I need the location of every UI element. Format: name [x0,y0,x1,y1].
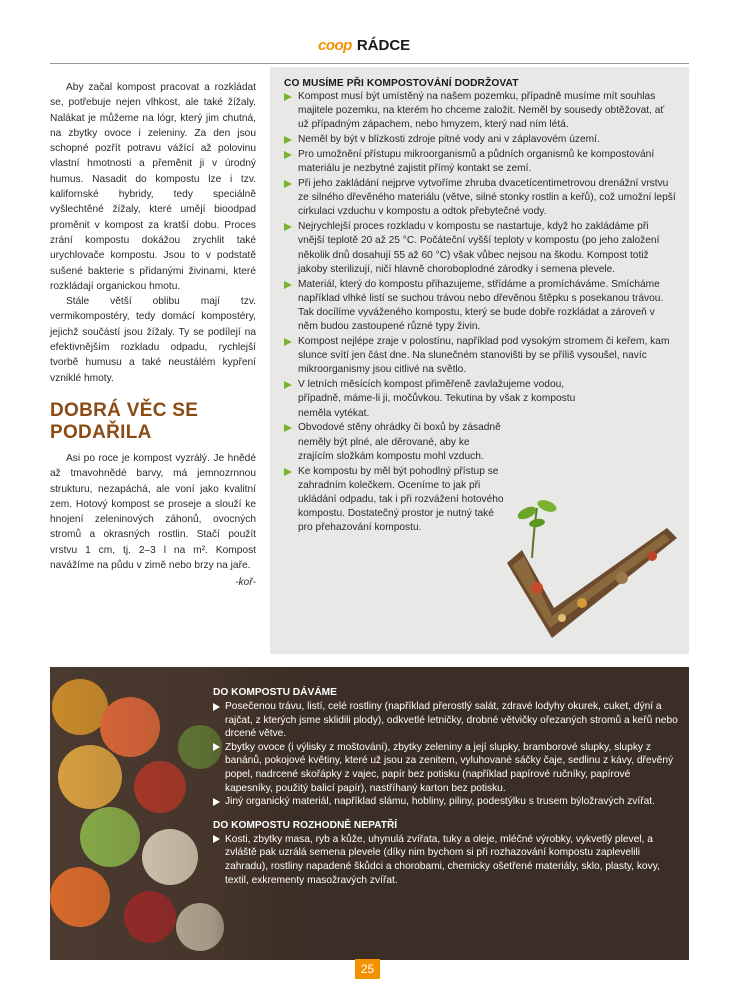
bullet-arrow-icon [284,338,292,346]
bullet-arrow-icon [284,223,292,231]
allowed-item-text: Zbytky ovoce (i výlisky z moštování), zbytky zeleniny a její slupky, bramborové slupky, slupky z banánů, pokojové květiny, které už jsou za zenitem, vyluhované sáčky čaje, sedlinu z kávy, dřevěný popel, nadrcené skořápky z vajec, papír bez potisku (například papírové ručníky, papírové kapesníky, použitý balicí papír), nastříhaný karton bez potisku. [225,741,674,794]
bullet-arrow-icon [213,703,220,711]
rule-item [284,278,677,335]
rule-text: Materiál, který do kompostu přihazujeme, střídáme a promícháváme. Smícháme například vlhké listí se suchou trávou nebo dřevěnou štěpku s posekanou trávou. Tak docílíme vyváženého kompostu, který se bude dobře rozkládat a zároveň v něm budou zastoupené různé typy živin. [298,278,664,333]
rule-item [284,335,677,378]
section-label: RÁDCE [356,37,411,54]
bullet-arrow-icon [213,835,220,843]
compost-checkmark-illustration [492,488,688,648]
compost-guide-text [213,687,681,887]
bullet-arrow-icon [284,468,292,476]
body-paragraph: Aby začal kompost pracovat a rozkládat se, potřebuje nejen vlhkost, ale také žížaly. Nalákat je můžeme na lógr, který jim chutná, na zbytky ovoce i zeleniny. Za den jsou schopné pozřít potravu vážící až polovinu vlastní hmotnosti a přeměnit ji v úrodný humus. Nasadit do kompostu lze i tzv. kalifornské hybridy, tedy speciálně vyšlechtěné žížaly, které umějí bioodpad proměnit v kompost za kratší dobu. Proces zrání kompostu dokážou zrychlit také urychlovače kompostu. Jsou to v podstatě sušené bakterie s přidanými živinami, které rozkládají organickou hmotu. [50,82,256,292]
rule-item [284,90,677,133]
body-paragraph: Asi po roce je kompost vyzrálý. Je hnědé až tmavohnědé barvy, má jemnozrnnou strukturu, nezapáchá, ale voní jako kvalitní zem. Hotový kompost se proseje a slouží ke hnojení zeleninových záhonů, ovocných stromů a okrasných rostlin. Stačí použít vrstvu 1 cm, tj. 2–3 l na m². Kompost navážíme na půdu v zimě nebo brzy na jaře. [50,452,256,572]
rule-item [284,378,584,421]
brand [318,37,410,54]
forbidden-items-title: DO KOMPOSTU ROZHODNĚ NEPATŘÍ [213,819,398,831]
bullet-arrow-icon [284,136,292,144]
rule-text: Nejrychlejší proces rozkladu v kompostu se nastartuje, když ho zakládáme při vnější teplotě 20 až 25 °C. Počáteční vyšší teploty v kompostu (po jeho založení několik dnů dosahují 55 až 60 °C) však vůbec nejsou na škodu. Kompost totiž jakoby sterilizují, ničí hlavně choroboplodné zárodky i semena plevele. [298,221,660,275]
allowed-item-text: Jiný organický materiál, například slámu, hobliny, piliny, podestýlku s trusem býložravých zvířat. [225,796,655,808]
rule-text: Při jeho zakládání nejprve vytvoříme zhruba dvacetícentimetrovou drenážní vrstvu ze silného dřevěného materiálu (větve, silné stonky rostlin a keřů), což umožní lepší cirkulaci vzduchu v kompostu a odtok přebytečné vody. [298,178,676,218]
rule-item [284,148,677,176]
rule-text: Ke kompostu by měl být pohodlný přístup se zahradním kolečkem. Oceníme to jak při ukládání odpadu, tak i při rozvážení hotového kompostu. Dostatečný prostor je nutný také pro přehazování kompostu. [298,465,504,534]
rule-item [284,465,504,536]
rule-text: Neměl by být v blízkosti zdroje pitné vody ani v záplavovém území. [298,134,600,146]
compost-guide-panel [50,667,689,960]
bullet-arrow-icon [213,798,220,806]
allowed-item [213,795,681,809]
page-header [0,30,739,64]
author-signature: -koř- [235,577,256,589]
left-column [50,80,256,588]
forbidden-item [213,833,681,887]
rule-item [284,133,677,147]
rule-text: V letních měsících kompost přiměřeně zavlažujeme vodou, případně, máme-li ji, močůvkou. Tekutina by však z kompostu neměla vytékat. [298,379,576,419]
coop-logo: coop [318,37,352,54]
section-heading: DOBRÁ VĚC SE PODAŘILA [50,399,199,443]
bullet-arrow-icon [284,281,292,289]
bullet-arrow-icon [213,743,220,751]
bullet-arrow-icon [284,151,292,159]
header-divider [50,63,689,64]
rule-text: Obvodové stěny ohrádky či boxů by zásadně neměly být plné, ale děrované, aby ke zrajícím složkám kompostu mohl vzduch. [298,422,501,462]
rule-item [284,220,677,277]
bullet-arrow-icon [284,93,292,101]
page-number: 25 [355,959,380,979]
rule-item [284,177,677,220]
rule-text: Kompost nejlépe zraje v polostínu, například pod vysokým stromem či keřem, kam slunce svítí jen část dne. Na slunečném stanovišti by se příliš vysoušel, navíc mikroorganismy jsou citlivé na světlo. [298,336,670,376]
bullet-arrow-icon [284,381,292,389]
bullet-arrow-icon [284,180,292,188]
rule-text: Kompost musí být umístěný na našem pozemku, případně musíme mít souhlas majitele pozemku, na kterém ho chceme založit. Neměl by sousedy obtěžovat, ať už případným zápachem, nebo hmyzem, který nad ním létá. [298,91,665,131]
rules-box-title: CO MUSÍME PŘI KOMPOSTOVÁNÍ DODRŽOVAT [284,78,519,89]
body-paragraph: Stále větší oblibu mají tzv. vermikompostéry, tedy domácí kompostéry, jejichž součástí jsou žížaly. Ty se podílejí na efektivnějším rozkladu odpadu, rychlejší tvorbě humusu a také neustálém kypření vzniklé hmoty. [50,296,256,384]
allowed-item [213,741,681,795]
allowed-item [213,700,681,741]
rule-item [284,421,504,464]
rule-text: Pro umožnění přístupu mikroorganismů a půdních organismů ke kompostování materiálu je nezbytné zajistit přímý kontakt se zemí. [298,149,655,175]
forbidden-item-text: Kosti, zbytky masa, ryb a kůže, uhynulá zvířata, tuky a oleje, mléčné výrobky, vykvetlý plevel, a zvláště pak uzrálá semena plevele (díky nim bychom si při rozhazování kompostu zaplevelili zahradu), rostliny napadené škůdci a chorobami, chemicky ošetřené materiály, sklo, plasty, kovy, textil, exkrementy masožravých zvířat. [225,833,660,886]
allowed-items-title: DO KOMPOSTU DÁVÁME [213,687,337,698]
allowed-item-text: Posečenou trávu, listí, celé rostliny (například přerostlý salát, zdravé lodyhy okurek, cuket, dýní a rajčat, z kterých jsme sklidili plody), odkvetlé letničky, drobné větvičky ořezaných stromů a keřů nebo drcené větve. [225,701,678,740]
bullet-arrow-icon [284,424,292,432]
